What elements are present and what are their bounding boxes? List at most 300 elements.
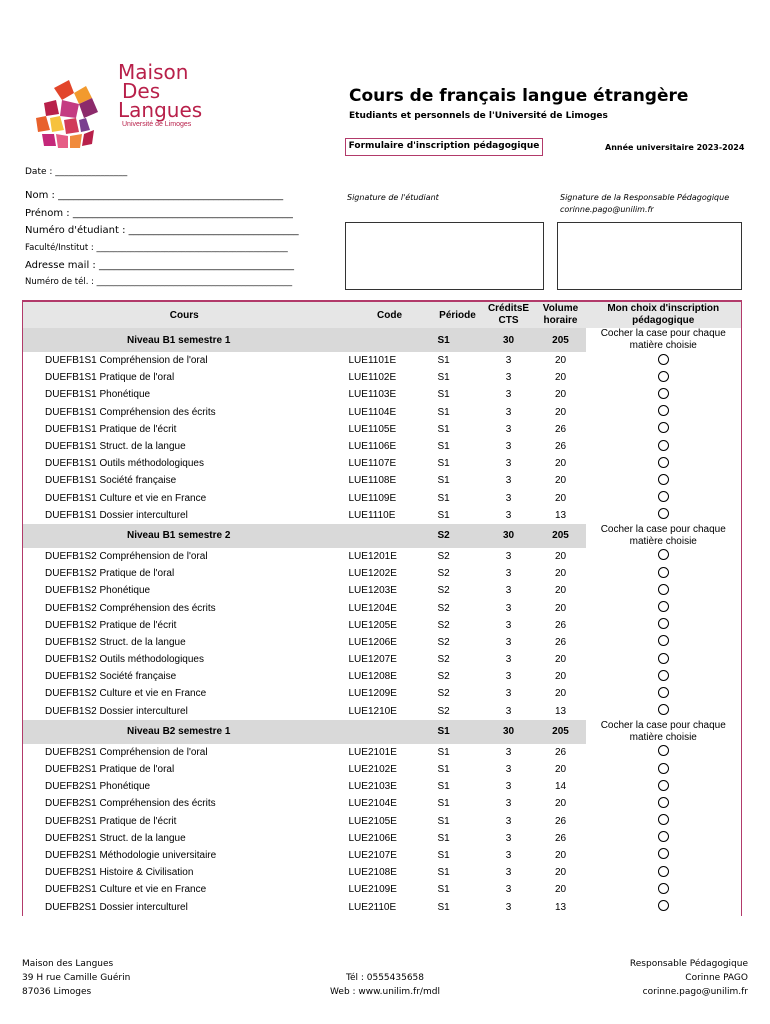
course-period: S1 [437,798,450,810]
email-field[interactable]: Adresse mail : _______________________________________ [25,260,294,271]
section-period: S1 [434,720,482,744]
course-name: DUEFB1S1 Compréhension de l'oral [23,352,346,369]
phone-field[interactable]: Numéro de tél. : ______________________________________________ [25,277,293,287]
course-choice-cell[interactable] [586,438,742,455]
choice-radio[interactable] [658,405,669,416]
course-choice-cell[interactable] [586,847,742,864]
course-code: LUE1110E [348,509,396,521]
table-row [23,421,742,438]
course-volume: 13 [554,705,567,717]
course-period: S1 [437,441,450,453]
course-choice-cell[interactable] [586,898,742,915]
course-choice-cell[interactable] [586,472,742,489]
table-row [23,703,742,720]
course-credits: 3 [505,705,512,717]
nom-field[interactable]: Nom : _____________________________________________ [25,190,284,201]
course-volume: 26 [554,441,567,453]
course-choice-cell[interactable] [586,582,742,599]
course-period: S1 [437,458,450,470]
course-period: S2 [437,602,450,614]
course-name: DUEFB1S1 Compréhension des écrits [23,404,346,421]
course-name: DUEFB1S2 Struct. de la langue [23,634,346,651]
table-row [23,744,742,761]
choice-radio[interactable] [658,687,669,698]
course-name: DUEFB1S1 Struct. de la langue [23,438,346,455]
course-choice-cell[interactable] [586,455,742,472]
choice-radio[interactable] [658,900,669,911]
student-signature-label: Signature de l'étudiant [347,193,439,202]
course-credits: 3 [505,550,512,562]
course-name: DUEFB2S1 Phonétique [23,778,346,795]
header-credits: CréditsE CTS [482,301,536,328]
course-name: DUEFB2S1 Méthodologie universitaire [23,847,346,864]
course-volume: 20 [554,406,567,418]
course-volume: 20 [554,798,567,810]
table-header-row [23,301,742,328]
course-code: LUE2104E [348,798,397,810]
course-period: S1 [437,832,450,844]
section-row [23,720,742,744]
course-name: DUEFB1S2 Société française [23,668,346,685]
course-volume: 20 [554,585,567,597]
course-credits: 3 [505,764,512,776]
course-period: S1 [437,884,450,896]
section-code-empty [346,328,434,352]
choice-radio[interactable] [658,831,669,842]
course-volume: 26 [554,619,567,631]
course-code: LUE1102E [348,372,397,384]
course-code: LUE1205E [348,619,397,631]
course-volume: 13 [554,509,567,521]
logo-sub: Université de Limoges [122,121,192,128]
course-volume: 20 [554,475,567,487]
course-volume: 20 [554,568,567,580]
course-code: LUE2110E [348,901,397,913]
choice-radio[interactable] [658,883,669,894]
course-period: S2 [437,654,450,666]
course-credits: 3 [505,901,512,913]
course-period: S1 [437,764,450,776]
choice-radio[interactable] [658,440,669,451]
course-code: LUE1106E [348,441,397,453]
table-row [23,685,742,702]
course-credits: 3 [505,509,512,521]
section-period: S2 [434,524,482,548]
course-volume: 14 [554,781,567,793]
course-name: DUEFB1S1 Pratique de l'écrit [23,421,346,438]
course-name: DUEFB2S1 Pratique de l'oral [23,761,346,778]
course-name: DUEFB1S1 Outils méthodologiques [23,455,346,472]
course-choice-cell[interactable] [586,668,742,685]
table-row [23,582,742,599]
course-name: DUEFB1S1 Pratique de l'oral [23,369,346,386]
course-period: S1 [437,781,450,793]
course-choice-cell[interactable] [586,651,742,668]
table-row [23,830,742,847]
section-note: Cocher la case pour chaque matière choisie [586,524,742,548]
course-name: DUEFB2S1 Struct. de la langue [23,830,346,847]
header-choix: Mon choix d'inscription pédagogique [586,301,742,328]
course-code: LUE1109E [348,492,397,504]
course-period: S1 [437,867,450,879]
course-code: LUE2105E [348,815,397,827]
section-credits: 30 [482,328,536,352]
choice-radio[interactable] [658,763,669,774]
course-credits: 3 [505,475,512,487]
footer-center-0: Tél : 0555435658 [345,973,425,983]
section-credits: 30 [482,720,536,744]
table-row [23,599,742,616]
table-row [23,847,742,864]
course-choice-cell[interactable] [586,386,742,403]
course-code: LUE2103E [348,781,397,793]
header-periode: Période [434,301,482,328]
form-label: Formulaire d'inscription pédagogique [345,138,543,156]
course-name: DUEFB1S2 Compréhension de l'oral [23,548,346,565]
logo-mosaic-icon [24,68,124,158]
course-volume: 26 [554,832,567,844]
course-volume: 26 [554,815,567,827]
course-period: S1 [437,475,450,487]
course-period: S1 [437,423,450,435]
course-choice-cell[interactable] [586,685,742,702]
course-code: LUE2106E [348,832,397,844]
course-code: LUE1104E [348,406,397,418]
course-name: DUEFB2S1 Histoire & Civilisation [23,864,346,881]
course-choice-cell[interactable] [586,404,742,421]
course-name: DUEFB1S2 Pratique de l'écrit [23,617,346,634]
choice-radio[interactable] [658,549,669,560]
course-code: LUE1209E [348,688,397,700]
footer-address [22,957,130,999]
course-choice-cell[interactable] [586,864,742,881]
header-cours: Cours [23,301,346,328]
course-choice-cell[interactable] [586,421,742,438]
course-volume: 20 [554,849,567,861]
course-period: S2 [437,568,450,580]
section-title: Niveau B2 semestre 1 [23,720,346,744]
table-row [23,548,742,565]
course-name: DUEFB1S1 Culture et vie en France [23,490,346,507]
table-row [23,438,742,455]
course-choice-cell[interactable] [586,507,742,524]
faculty-field[interactable]: Faculté/Institut : _____________________________________________ [25,243,288,253]
course-credits: 3 [505,389,512,401]
course-name: DUEFB2S1 Compréhension des écrits [23,795,346,812]
choice-radio[interactable] [658,704,669,715]
course-credits: 3 [505,619,512,631]
footer-contact [320,971,450,999]
section-code-empty [346,720,434,744]
course-volume: 20 [554,458,567,470]
table-row [23,490,742,507]
choice-radio[interactable] [658,422,669,433]
course-volume: 20 [554,671,567,683]
course-credits: 3 [505,849,512,861]
course-name: DUEFB1S2 Dossier interculturel [23,703,346,720]
course-choice-cell[interactable] [586,761,742,778]
course-name: DUEFB1S2 Pratique de l'oral [23,565,346,582]
resp-email: corinne.pago@unilim.fr [560,205,654,214]
course-name: DUEFB2S1 Pratique de l'écrit [23,813,346,830]
choice-radio[interactable] [658,457,669,468]
table-row [23,651,742,668]
choice-radio[interactable] [658,635,669,646]
course-choice-cell[interactable] [586,617,742,634]
course-period: S1 [437,849,450,861]
course-code: LUE2107E [348,849,397,861]
resp-signature-box[interactable] [557,222,742,290]
course-code: LUE1101E [348,355,397,367]
course-period: S1 [437,492,450,504]
course-period: S1 [437,406,450,418]
course-choice-cell[interactable] [586,352,742,369]
header-volume: Volume horaire [536,301,586,328]
table-row [23,617,742,634]
course-code: LUE1210E [348,705,397,717]
course-period: S1 [437,389,450,401]
logo [24,60,214,160]
course-credits: 3 [505,492,512,504]
section-volume: 205 [536,720,586,744]
course-period: S2 [437,619,450,631]
academic-year: Année universitaire 2023-2024 [605,143,745,152]
course-volume: 26 [554,423,567,435]
section-title: Niveau B1 semestre 2 [23,524,346,548]
course-volume: 20 [554,372,567,384]
table-row [23,634,742,651]
course-volume: 20 [554,550,567,562]
course-name: DUEFB1S2 Outils méthodologiques [23,651,346,668]
course-code: LUE2109E [348,884,397,896]
choice-radio[interactable] [658,584,669,595]
course-credits: 3 [505,798,512,810]
section-note: Cocher la case pour chaque matière choisie [586,720,742,744]
course-credits: 3 [505,458,512,470]
section-volume: 205 [536,524,586,548]
course-credits: 3 [505,688,512,700]
course-credits: 3 [505,746,512,758]
course-choice-cell[interactable] [586,795,742,812]
course-period: S2 [437,705,450,717]
choice-radio[interactable] [658,491,669,502]
choice-radio[interactable] [658,388,669,399]
course-credits: 3 [505,884,512,896]
course-volume: 20 [554,654,567,666]
course-volume: 20 [554,764,567,776]
choice-radio[interactable] [658,745,669,756]
choice-radio[interactable] [658,797,669,808]
table-row [23,369,742,386]
course-volume: 20 [554,884,567,896]
section-note: Cocher la case pour chaque matière choisie [586,328,742,352]
course-period: S2 [437,585,450,597]
section-code-empty [346,524,434,548]
page-subtitle: Etudiants et personnels de l'Université de Limoges [349,111,608,121]
section-title: Niveau B1 semestre 1 [23,328,346,352]
table-row [23,386,742,403]
course-code: LUE1103E [348,389,397,401]
course-code: LUE2101E [348,746,397,758]
logo-line1: Maison [118,60,189,84]
course-volume: 20 [554,688,567,700]
logo-line2: Des [122,79,161,103]
course-credits: 3 [505,815,512,827]
course-credits: 3 [505,406,512,418]
course-choice-cell[interactable] [586,881,742,898]
course-credits: 3 [505,781,512,793]
choice-radio[interactable] [658,814,669,825]
course-code: LUE1108E [348,475,397,487]
footer-left-2: 87036 Limoges [22,987,92,997]
course-choice-cell[interactable] [586,813,742,830]
course-choice-cell[interactable] [586,565,742,582]
course-volume: 20 [554,602,567,614]
course-choice-cell[interactable] [586,703,742,720]
footer-left-0: Maison des Langues [22,959,114,969]
course-credits: 3 [505,602,512,614]
course-period: S1 [437,815,450,827]
course-code: LUE1202E [348,568,397,580]
section-credits: 30 [482,524,536,548]
course-name: DUEFB1S2 Culture et vie en France [23,685,346,702]
course-code: LUE1204E [348,602,397,614]
course-code: LUE1105E [348,423,397,435]
footer-center-1: Web : www.unilim.fr/mdl [330,987,440,997]
course-code: LUE1201E [348,550,397,562]
choice-radio[interactable] [658,780,669,791]
course-name: DUEFB2S1 Dossier interculturel [23,898,346,915]
choice-radio[interactable] [658,567,669,578]
choice-radio[interactable] [658,371,669,382]
course-period: S1 [437,901,450,913]
table-row [23,864,742,881]
course-name: DUEFB1S2 Phonétique [23,582,346,599]
page-title: Cours de français langue étrangère [349,86,689,106]
table-row [23,404,742,421]
course-period: S2 [437,636,450,648]
course-period: S1 [437,355,450,367]
course-code: LUE2102E [348,764,397,776]
course-choice-cell[interactable] [586,634,742,651]
choice-radio[interactable] [658,670,669,681]
course-name: DUEFB1S1 Dossier interculturel [23,507,346,524]
choice-radio[interactable] [658,848,669,859]
footer-responsible [630,957,748,999]
course-credits: 3 [505,372,512,384]
footer-right-0: Responsable Pédagogique [629,959,748,969]
course-period: S2 [437,688,450,700]
course-volume: 20 [554,867,567,879]
table-row [23,881,742,898]
course-credits: 3 [505,636,512,648]
course-code: LUE1207E [348,654,397,666]
course-code: LUE1203E [348,585,397,597]
course-volume: 20 [554,355,567,367]
header-code: Code [346,301,434,328]
logo-line3: Langues [118,98,203,122]
section-period: S1 [434,328,482,352]
course-name: DUEFB1S1 Société française [23,472,346,489]
table-row [23,352,742,369]
course-choice-cell[interactable] [586,778,742,795]
course-volume: 26 [554,636,567,648]
table-row [23,778,742,795]
course-credits: 3 [505,568,512,580]
course-code: LUE1208E [348,671,397,683]
course-choice-cell[interactable] [586,830,742,847]
choice-radio[interactable] [658,618,669,629]
table-row [23,795,742,812]
course-credits: 3 [505,671,512,683]
choice-radio[interactable] [658,866,669,877]
course-choice-cell[interactable] [586,744,742,761]
table-row [23,761,742,778]
student-signature-box[interactable] [345,222,544,290]
course-volume: 20 [554,492,567,504]
choice-radio[interactable] [658,601,669,612]
course-credits: 3 [505,585,512,597]
course-name: DUEFB2S1 Compréhension de l'oral [23,744,346,761]
course-credits: 3 [505,441,512,453]
section-row [23,328,742,352]
footer-right-2: corinne.pago@unilim.fr [642,987,748,997]
resp-signature-label: Signature de la Responsable Pédagogique [560,193,730,202]
course-volume: 26 [554,746,567,758]
course-period: S2 [437,671,450,683]
student-number-field[interactable]: Numéro d'étudiant : __________________________________ [25,225,299,236]
prenom-field[interactable]: Prénom : ____________________________________________ [25,208,293,219]
course-period: S1 [437,509,450,521]
course-code: LUE1107E [348,458,397,470]
table-row [23,565,742,582]
course-choice-cell[interactable] [586,369,742,386]
table-row [23,668,742,685]
section-row [23,524,742,548]
course-volume: 20 [554,389,567,401]
table-row [23,898,742,915]
courses-table [22,300,742,916]
footer-right-1: Corinne PAGO [685,973,748,983]
footer-left-1: 39 H rue Camille Guérin [22,973,131,983]
choice-radio[interactable] [658,354,669,365]
course-name: DUEFB1S2 Compréhension des écrits [23,599,346,616]
choice-radio[interactable] [658,474,669,485]
course-credits: 3 [505,832,512,844]
choice-radio[interactable] [658,508,669,519]
choice-radio[interactable] [658,653,669,664]
course-code: LUE2108E [348,867,397,879]
table-row [23,472,742,489]
course-volume: 13 [554,901,567,913]
course-credits: 3 [505,355,512,367]
section-volume: 205 [536,328,586,352]
course-period: S2 [437,550,450,562]
course-name: DUEFB1S1 Phonétique [23,386,346,403]
table-row [23,455,742,472]
course-credits: 3 [505,654,512,666]
date-field[interactable]: Date : ________________ [25,167,128,177]
table-row [23,813,742,830]
course-choice-cell[interactable] [586,548,742,565]
course-choice-cell[interactable] [586,599,742,616]
course-name: DUEFB2S1 Culture et vie en France [23,881,346,898]
course-code: LUE1206E [348,636,397,648]
course-credits: 3 [505,867,512,879]
course-period: S1 [437,372,450,384]
course-choice-cell[interactable] [586,490,742,507]
course-period: S1 [437,746,450,758]
